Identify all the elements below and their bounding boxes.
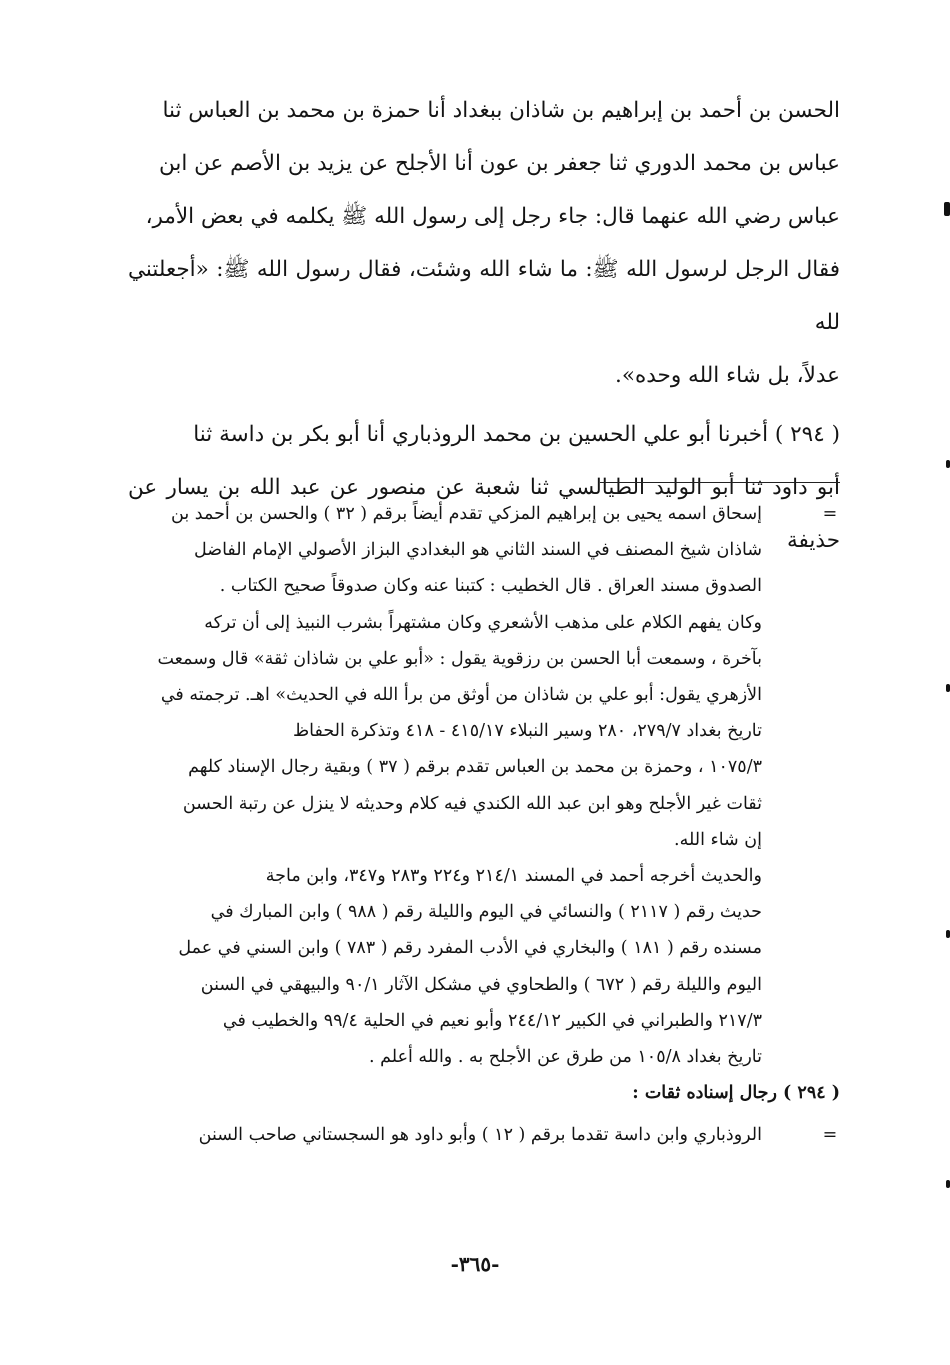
footnote-line: والحديث أخرجه أحمد في المسند ٢١٤/١ و٢٢٤ و٢٨٣ و٣٤٧، وابن ماجة <box>265 866 762 887</box>
footnote-line: إن شاء الله. <box>674 829 762 850</box>
footnote-line: بآخرة ، وسمعت أبا الحسن بن رزقوية يقول : «أبو علي بن شاذان ثقة» قال وسمعت <box>157 648 762 669</box>
main-line: أبو داود ثنا أبو الوليد الطيالسي ثنا شعبة عن منصور عن عبد الله بن يسار عن حذيفة <box>128 475 840 553</box>
footnote-line: وكان يفهم الكلام على مذهب الأشعري وكان مشتهراً بشرب النبيذ إلى أن تركه <box>204 612 762 633</box>
scan-edge-mark <box>946 460 950 468</box>
page-number: -٣٦٥- <box>450 1252 500 1276</box>
footnotes <box>128 496 840 1154</box>
footnote-line: تاريخ بغداد ٢٧٩/٧، ٢٨٠ وسير النبلاء ٤١٥/١٧ - ٤١٨ وتذكرة الحفاظ <box>292 721 762 742</box>
footnote-line: ثقات غير الأجلح وهو ابن عبد الله الكندي فيه كلام وحديثه لا ينزل عن رتبة الحسن <box>182 793 762 814</box>
main-text <box>128 84 840 567</box>
scan-edge-mark <box>946 684 950 692</box>
hadith-paragraph-293-end <box>128 84 840 402</box>
scan-edge-mark <box>944 202 950 216</box>
footnote-line: ٢١٧/٣ والطبراني في الكبير ٢٤٤/١٢ وأبو نعيم في الحلية ٩٩/٤ والخطيب في <box>222 1010 762 1031</box>
scan-edge-mark <box>946 930 950 938</box>
scan-edge-mark <box>946 1180 950 1188</box>
main-line: عباس رضي الله عنهما قال: جاء رجل إلى رسول الله ﷺ يكلمه في بعض الأمر، <box>145 204 840 229</box>
main-line: عباس بن محمد الدوري ثنا جعفر بن عون أنا الأجلح عن يزيد بن الأصم عن ابن <box>159 151 840 176</box>
footnote-line: ١٠٧٥/٣ ، وحمزة بن محمد بن العباس تقدم برقم ( ٣٧ ) وبقية رجال الإسناد كلهم <box>188 757 762 778</box>
continuation-mark: = <box>822 1125 838 1146</box>
main-line: عدلاً، بل شاء الله وحده». <box>615 363 840 388</box>
footnote-line: الأزهري يقول: أبو علي بن شاذان من أوثق من برأ الله في الحديث» اهـ. ترجمته في <box>160 685 762 706</box>
footnote-line: اليوم والليلة رقم ( ٦٧٢ ) والطحاوي في مشكل الآثار ٩٠/١ والبيهقي في السنن <box>200 974 762 995</box>
main-line: ( ٢٩٤ ) أخبرنا أبو علي الحسين بن محمد الروذباري أنا أبو بكر بن داسة ثنا <box>193 422 840 447</box>
footnote-line: إسحاق اسمه يحيى بن إبراهيم المزكي تقدم أيضاً برقم ( ٣٢ ) والحسن بن أحمد بن <box>171 504 762 524</box>
main-line: الحسن بن أحمد بن إبراهيم بن شاذان ببغداد أنا حمزة بن محمد بن العباس ثنا <box>162 98 840 123</box>
footnote-block-continued <box>128 1117 840 1153</box>
footnote-separator <box>600 482 840 483</box>
footnote-line: حديث رقم ( ٢١١٧ ) والنسائي في اليوم والليلة رقم ( ٩٨٨ ) وابن المبارك في <box>210 902 762 923</box>
main-line: فقال الرجل لرسول الله ﷺ: ما شاء الله وشئت، فقال رسول الله ﷺ: «أجعلتني لله <box>128 257 840 335</box>
footnote-line: مسنده رقم ( ١٨١ ) والبخاري في الأدب المفرد رقم ( ٧٨٣ ) وابن السني في عمل <box>178 938 762 959</box>
footnote-line: تاريخ بغداد ١٠٥/٨ من طرق عن الأجلح به . والله أعلم . <box>369 1047 762 1068</box>
footnote-line: الصدوق مسند العراق . قال الخطيب : كتبنا عنه وكان صدوقاً صحيح الكتاب . <box>219 576 762 597</box>
continuation-mark: = <box>822 504 838 524</box>
footnote-heading: ( ٢٩٤ ) رجال إسناده ثقات : <box>632 1083 840 1104</box>
footnote-line: شاذان شيخ المصنف في السند الثاني هو البغدادي البزاز الأصولي الإمام الفاضل <box>193 540 762 561</box>
footnote-block <box>128 496 840 1075</box>
footnote-line: الروذباري وابن داسة تقدما برقم ( ١٢ ) وأبو داود هو السجستاني صاحب السنن <box>198 1125 762 1146</box>
